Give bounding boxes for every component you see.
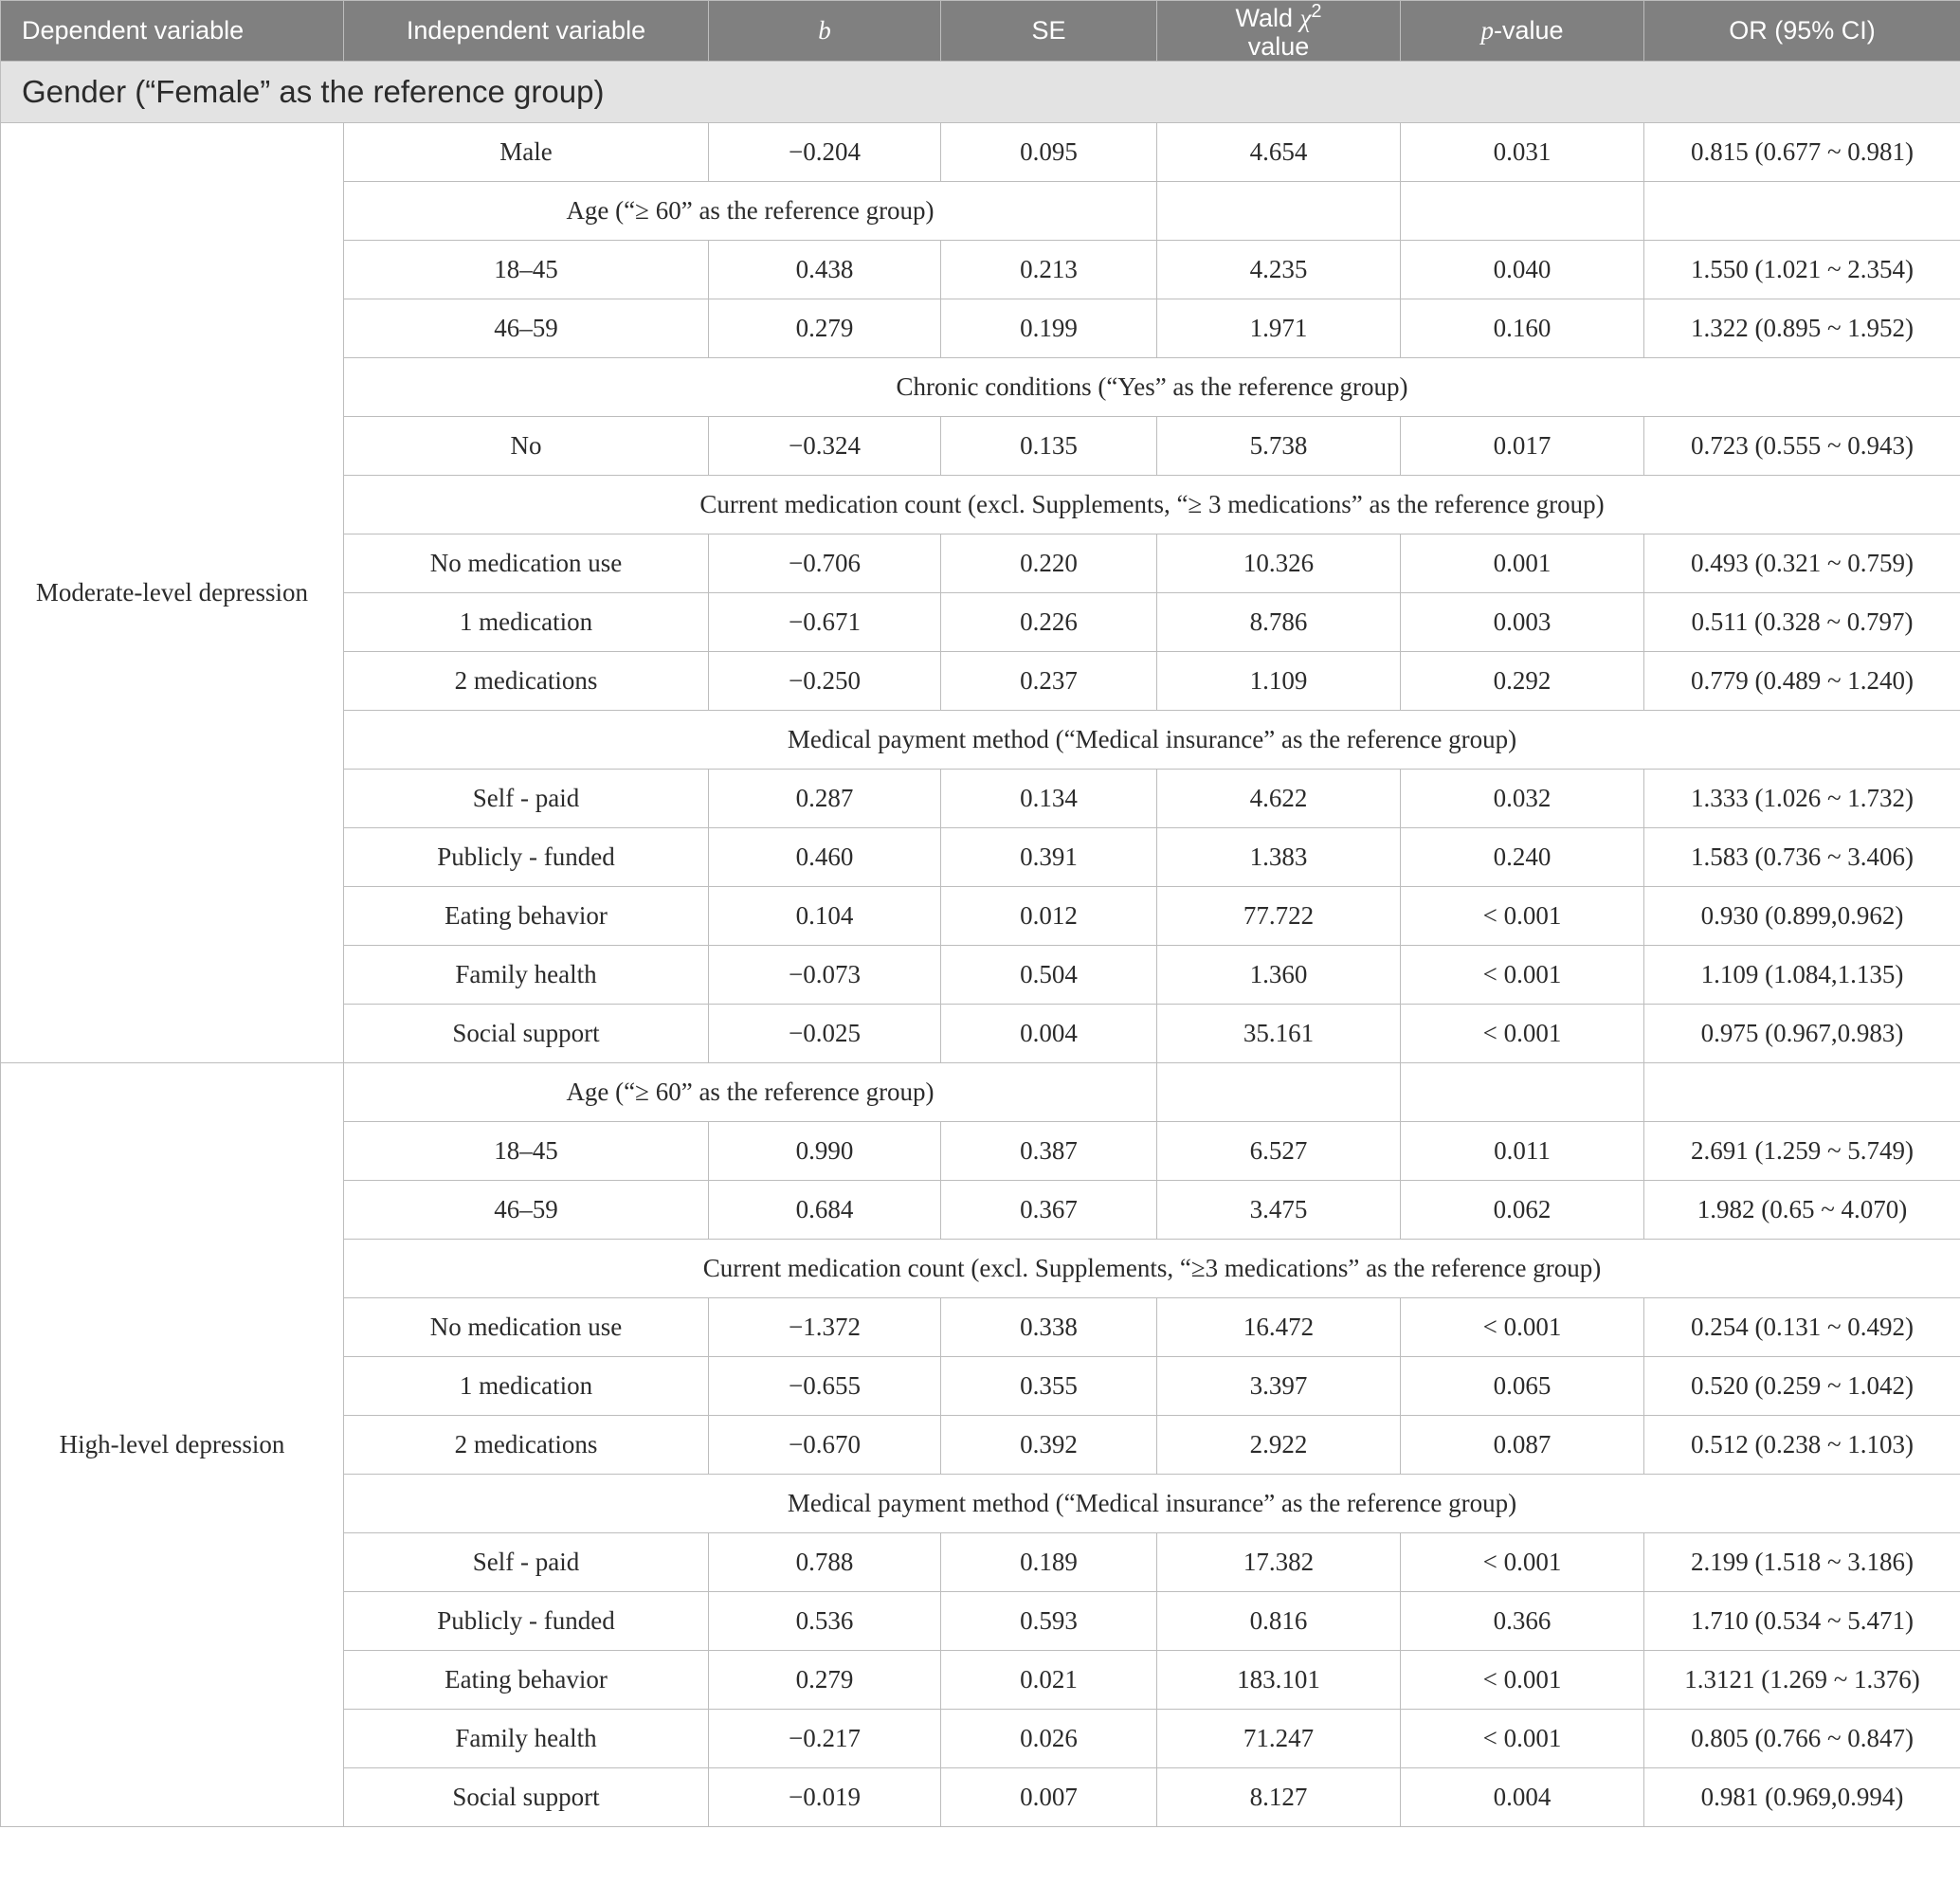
cell-var: Male	[344, 123, 709, 182]
header-b-label: b	[818, 15, 831, 45]
cell-wald: 4.235	[1157, 241, 1401, 299]
cell-wald: 16.472	[1157, 1298, 1401, 1357]
cell-var: Self - paid	[344, 1533, 709, 1592]
cell-var: Family health	[344, 1710, 709, 1768]
cell-se: 0.355	[941, 1357, 1157, 1416]
table-row	[1, 123, 1960, 182]
cell-b: −0.706	[709, 534, 941, 593]
cell-se: 0.199	[941, 299, 1157, 358]
dependent-moderate: Moderate-level depression	[1, 123, 344, 1063]
cell-b: 0.279	[709, 1651, 941, 1710]
cell-se: 0.220	[941, 534, 1157, 593]
dependent-high: High-level depression	[1, 1063, 344, 1827]
cell-p: 0.160	[1401, 299, 1644, 358]
cell-wald: 1.109	[1157, 652, 1401, 711]
cell-or: 1.333 (1.026 ~ 1.732)	[1644, 770, 1960, 828]
cell-empty	[1157, 182, 1401, 241]
cell-var: Self - paid	[344, 770, 709, 828]
group-label: Age (“≥ 60” as the reference group)	[344, 1063, 1157, 1122]
cell-var: 2 medications	[344, 1416, 709, 1475]
cell-wald: 1.383	[1157, 828, 1401, 887]
cell-wald: 2.922	[1157, 1416, 1401, 1475]
cell-b: 0.287	[709, 770, 941, 828]
cell-var: Social support	[344, 1005, 709, 1063]
cell-wald: 10.326	[1157, 534, 1401, 593]
cell-se: 0.134	[941, 770, 1157, 828]
cell-se: 0.367	[941, 1181, 1157, 1240]
cell-b: 0.460	[709, 828, 941, 887]
cell-or: 0.930 (0.899,0.962)	[1644, 887, 1960, 946]
cell-var: No medication use	[344, 534, 709, 593]
cell-empty	[1401, 1063, 1644, 1122]
cell-empty	[1157, 1063, 1401, 1122]
header-p-rest: -value	[1493, 15, 1564, 45]
cell-var: Family health	[344, 946, 709, 1005]
cell-var: 46–59	[344, 299, 709, 358]
cell-p: 0.240	[1401, 828, 1644, 887]
table-row	[1, 1063, 1960, 1122]
cell-p: 0.087	[1401, 1416, 1644, 1475]
cell-b: −0.670	[709, 1416, 941, 1475]
cell-or: 0.511 (0.328 ~ 0.797)	[1644, 593, 1960, 652]
header-p-value	[1401, 1, 1644, 62]
header-wald-sup: 2	[1311, 1, 1322, 22]
cell-b: −0.250	[709, 652, 941, 711]
cell-b: −1.372	[709, 1298, 941, 1357]
cell-wald: 0.816	[1157, 1592, 1401, 1651]
cell-p: 0.003	[1401, 593, 1644, 652]
cell-wald: 3.475	[1157, 1181, 1401, 1240]
cell-var: Social support	[344, 1768, 709, 1827]
cell-p: 0.062	[1401, 1181, 1644, 1240]
cell-var: No	[344, 417, 709, 476]
cell-wald: 6.527	[1157, 1122, 1401, 1181]
cell-wald: 1.360	[1157, 946, 1401, 1005]
cell-or: 2.199 (1.518 ~ 3.186)	[1644, 1533, 1960, 1592]
cell-or: 1.982 (0.65 ~ 4.070)	[1644, 1181, 1960, 1240]
cell-p: 0.001	[1401, 534, 1644, 593]
cell-se: 0.237	[941, 652, 1157, 711]
cell-b: −0.073	[709, 946, 941, 1005]
header-wald	[1157, 1, 1401, 62]
cell-se: 0.189	[941, 1533, 1157, 1592]
cell-se: 0.012	[941, 887, 1157, 946]
cell-b: 0.104	[709, 887, 941, 946]
header-independent-variable: Independent variable	[344, 1, 709, 62]
cell-p: 0.065	[1401, 1357, 1644, 1416]
cell-or: 1.550 (1.021 ~ 2.354)	[1644, 241, 1960, 299]
cell-b: 0.279	[709, 299, 941, 358]
cell-b: 0.684	[709, 1181, 941, 1240]
cell-p: 0.004	[1401, 1768, 1644, 1827]
cell-p: < 0.001	[1401, 1533, 1644, 1592]
cell-wald: 35.161	[1157, 1005, 1401, 1063]
cell-p: < 0.001	[1401, 1005, 1644, 1063]
cell-wald: 77.722	[1157, 887, 1401, 946]
cell-or: 0.254 (0.131 ~ 0.492)	[1644, 1298, 1960, 1357]
cell-var: 46–59	[344, 1181, 709, 1240]
cell-wald: 4.654	[1157, 123, 1401, 182]
cell-se: 0.007	[941, 1768, 1157, 1827]
group-label: Medical payment method (“Medical insurance” as the reference group)	[344, 1475, 1960, 1533]
cell-b: −0.217	[709, 1710, 941, 1768]
cell-p: < 0.001	[1401, 1298, 1644, 1357]
cell-b: 0.536	[709, 1592, 941, 1651]
cell-p: 0.011	[1401, 1122, 1644, 1181]
cell-p: 0.292	[1401, 652, 1644, 711]
cell-se: 0.213	[941, 241, 1157, 299]
cell-se: 0.026	[941, 1710, 1157, 1768]
cell-se: 0.338	[941, 1298, 1157, 1357]
group-label: Age (“≥ 60” as the reference group)	[344, 182, 1157, 241]
cell-p: 0.031	[1401, 123, 1644, 182]
group-label: Current medication count (excl. Supplements, “≥ 3 medications” as the reference group)	[344, 476, 1960, 534]
cell-se: 0.504	[941, 946, 1157, 1005]
cell-b: −0.025	[709, 1005, 941, 1063]
cell-var: Publicly - funded	[344, 1592, 709, 1651]
cell-wald: 71.247	[1157, 1710, 1401, 1768]
cell-or: 0.815 (0.677 ~ 0.981)	[1644, 123, 1960, 182]
cell-var: 1 medication	[344, 593, 709, 652]
cell-or: 0.981 (0.969,0.994)	[1644, 1768, 1960, 1827]
cell-var: Eating behavior	[344, 887, 709, 946]
cell-var: 2 medications	[344, 652, 709, 711]
cell-se: 0.226	[941, 593, 1157, 652]
cell-se: 0.135	[941, 417, 1157, 476]
cell-or: 2.691 (1.259 ~ 5.749)	[1644, 1122, 1960, 1181]
header-b	[709, 1, 941, 62]
group-label: Chronic conditions (“Yes” as the reference group)	[344, 358, 1960, 417]
cell-p: 0.017	[1401, 417, 1644, 476]
cell-b: −0.671	[709, 593, 941, 652]
cell-or: 0.805 (0.766 ~ 0.847)	[1644, 1710, 1960, 1768]
cell-var: No medication use	[344, 1298, 709, 1357]
cell-se: 0.391	[941, 828, 1157, 887]
header-wald-symbol: χ	[1299, 4, 1312, 32]
cell-b: −0.019	[709, 1768, 941, 1827]
cell-se: 0.392	[941, 1416, 1157, 1475]
cell-or: 1.710 (0.534 ~ 5.471)	[1644, 1592, 1960, 1651]
cell-se: 0.021	[941, 1651, 1157, 1710]
cell-empty	[1644, 182, 1960, 241]
cell-empty	[1644, 1063, 1960, 1122]
cell-var: Eating behavior	[344, 1651, 709, 1710]
cell-empty	[1401, 182, 1644, 241]
cell-wald: 183.101	[1157, 1651, 1401, 1710]
cell-or: 1.322 (0.895 ~ 1.952)	[1644, 299, 1960, 358]
cell-or: 0.779 (0.489 ~ 1.240)	[1644, 652, 1960, 711]
cell-var: 1 medication	[344, 1357, 709, 1416]
cell-or: 1.3121 (1.269 ~ 1.376)	[1644, 1651, 1960, 1710]
cell-wald: 17.382	[1157, 1533, 1401, 1592]
cell-or: 0.520 (0.259 ~ 1.042)	[1644, 1357, 1960, 1416]
cell-p: < 0.001	[1401, 1710, 1644, 1768]
cell-or: 0.723 (0.555 ~ 0.943)	[1644, 417, 1960, 476]
section-row	[1, 62, 1960, 123]
group-label: Medical payment method (“Medical insurance” as the reference group)	[344, 711, 1960, 770]
header-dependent-variable: Dependent variable	[1, 1, 344, 62]
header-wald-suffix: value	[1247, 31, 1310, 61]
cell-var: 18–45	[344, 1122, 709, 1181]
header-se: SE	[941, 1, 1157, 62]
cell-or: 0.493 (0.321 ~ 0.759)	[1644, 534, 1960, 593]
cell-var: Publicly - funded	[344, 828, 709, 887]
cell-b: −0.655	[709, 1357, 941, 1416]
cell-b: 0.788	[709, 1533, 941, 1592]
group-label: Current medication count (excl. Supplements, “≥3 medications” as the reference group)	[344, 1240, 1960, 1298]
cell-b: 0.990	[709, 1122, 941, 1181]
cell-wald: 4.622	[1157, 770, 1401, 828]
cell-p: < 0.001	[1401, 887, 1644, 946]
cell-or: 1.583 (0.736 ~ 3.406)	[1644, 828, 1960, 887]
cell-or: 1.109 (1.084,1.135)	[1644, 946, 1960, 1005]
cell-p: 0.366	[1401, 1592, 1644, 1651]
header-p-italic: p	[1480, 15, 1494, 45]
cell-wald: 5.738	[1157, 417, 1401, 476]
header-or-ci: OR (95% CI)	[1644, 1, 1960, 62]
cell-p: < 0.001	[1401, 946, 1644, 1005]
cell-or: 0.512 (0.238 ~ 1.103)	[1644, 1416, 1960, 1475]
cell-p: 0.032	[1401, 770, 1644, 828]
cell-wald: 8.786	[1157, 593, 1401, 652]
cell-se: 0.593	[941, 1592, 1157, 1651]
cell-var: 18–45	[344, 241, 709, 299]
cell-se: 0.095	[941, 123, 1157, 182]
cell-p: < 0.001	[1401, 1651, 1644, 1710]
cell-wald: 3.397	[1157, 1357, 1401, 1416]
section-title: Gender (“Female” as the reference group)	[1, 62, 1960, 123]
cell-se: 0.387	[941, 1122, 1157, 1181]
cell-b: −0.204	[709, 123, 941, 182]
cell-p: 0.040	[1401, 241, 1644, 299]
cell-se: 0.004	[941, 1005, 1157, 1063]
header-wald-prefix: Wald	[1235, 4, 1300, 32]
cell-wald: 1.971	[1157, 299, 1401, 358]
cell-wald: 8.127	[1157, 1768, 1401, 1827]
header-row	[1, 1, 1960, 62]
cell-b: 0.438	[709, 241, 941, 299]
cell-b: −0.324	[709, 417, 941, 476]
cell-or: 0.975 (0.967,0.983)	[1644, 1005, 1960, 1063]
